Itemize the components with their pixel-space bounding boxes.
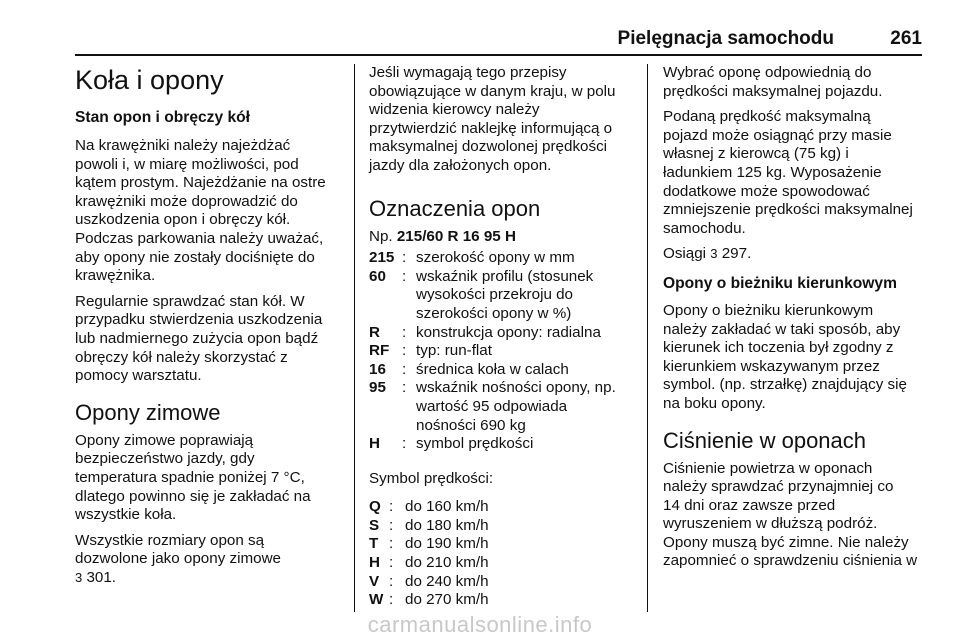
paragraph: Osiągi 3 297. [663, 245, 752, 263]
watermark: carmanualsonline.info [367, 612, 593, 637]
section-heading: Oznaczenia opon [369, 195, 541, 221]
paragraph: Podaną prędkość maksymalną pojazd może osiągnąć przy masie własnej z kierowcą (75 kg) i ładunkiem 125 kg. Wyposażenie dodatkowe może spowodować zmniejszenie prędkości maksymalnej samochodu. [663, 108, 913, 237]
paragraph: Wybrać oponę odpowiednią do prędkości maksymalnej pojazdu. [663, 64, 883, 100]
list-item: H : symbol prędkości [369, 435, 534, 453]
list-item: S : do 180 km/h [369, 516, 489, 534]
example-line: Np. 215/60 R 16 95 H [369, 227, 516, 245]
page-reference[interactable]: 297. [717, 245, 752, 263]
paragraph: Opony o bieżniku kierunkowym należy zakładać w taki sposób, aby kierunek ich toczenia był zgodny z kierunkiem wskazywanym przez symbol. (np. strzałkę) znajdujący się na boku opony. [663, 301, 907, 412]
paragraph: Opony zimowe poprawiają bezpieczeństwo jazdy, gdy temperatura spadnie poniżej 7 °C, dlatego powinno się je zakładać na wszystkie koła. [75, 431, 311, 524]
page-header [75, 26, 922, 56]
page-reference-arrow-icon[interactable]: 3 [75, 569, 83, 585]
list-item: Q : do 160 km/h [369, 498, 489, 516]
speed-intro: Symbol prędkości: [369, 469, 494, 487]
column-2 [369, 64, 641, 610]
example-code: 215/60 R 16 95 H [396, 227, 516, 245]
list-item: 95 : wskaźnik nośności opony, np. wartość 95 odpowiada nośności 690 kg [369, 379, 616, 434]
tire-code-list [369, 249, 641, 454]
page-reference-arrow-icon[interactable]: 3 [710, 246, 718, 262]
list-item: R : konstrukcja opony: radialna [369, 323, 601, 341]
section-heading: Opony o bieżniku kierunkowym [663, 274, 897, 292]
page-title: Koła i opony [75, 65, 224, 95]
page-number: 261 [890, 28, 922, 49]
section-heading: Ciśnienie w oponach [663, 427, 867, 453]
list-item: W : do 270 km/h [369, 591, 489, 609]
section-heading: Opony zimowe [75, 399, 221, 425]
list-item: 60 : wskaźnik profilu (stosunek wysokości przekroju do szerokości opony w %) [369, 267, 594, 322]
paragraph: Jeśli wymagają tego przepisy obowiązujące w danym kraju, w polu widzenia kierowcy należy przytwierdzić naklejkę informującą o maksymalnej dozwolonej prędkości jazdy dla założonych opon. [369, 64, 616, 174]
section-heading: Stan opon i obręczy kół [75, 109, 251, 126]
header-title: Pielęgnacja samochodu [617, 28, 834, 49]
column-1 [75, 62, 347, 587]
list-item: T : do 190 km/h [369, 535, 489, 553]
speed-symbol-list [369, 498, 641, 610]
column-divider [354, 64, 355, 612]
column-divider [647, 64, 648, 612]
paragraph: Na krawężniki należy najeżdżać powoli i, w miarę możliwości, pod kątem prostym. Najeżdżanie na ostre krawężniki może doprowadzić do uszkodzenia opon i obręczy kół. Podczas parkowania należy uważać, aby opony nie zostały dociśnięte do krawężnika. [75, 137, 326, 285]
paragraph: Wszystkie rozmiary opon są dozwolone jako opony zimowe 3 301. [75, 531, 281, 586]
list-item: RF : typ: run-flat [369, 342, 492, 360]
list-item: H : do 210 km/h [369, 554, 489, 572]
column-3 [663, 64, 928, 571]
list-item: 215 : szerokość opony w mm [369, 249, 575, 267]
page-reference[interactable]: 301. [82, 568, 117, 586]
list-item: V : do 240 km/h [369, 572, 489, 590]
paragraph: Regularnie sprawdzać stan kół. W przypadku stwierdzenia uszkodzenia lub nadmiernego zużycia opon bądź obręczy kół należy skorzystać z pomocy warsztatu. [75, 292, 323, 385]
paragraph: Ciśnienie powietrza w oponach należy sprawdzać przynajmniej co 14 dni oraz zawsze przed wyruszeniem w dłuższą podróż. Opony muszą być zimne. Nie należy zapomnieć o sprawdzeniu ciśnienia w [663, 459, 918, 570]
list-item: 16 : średnica koła w calach [369, 360, 569, 378]
